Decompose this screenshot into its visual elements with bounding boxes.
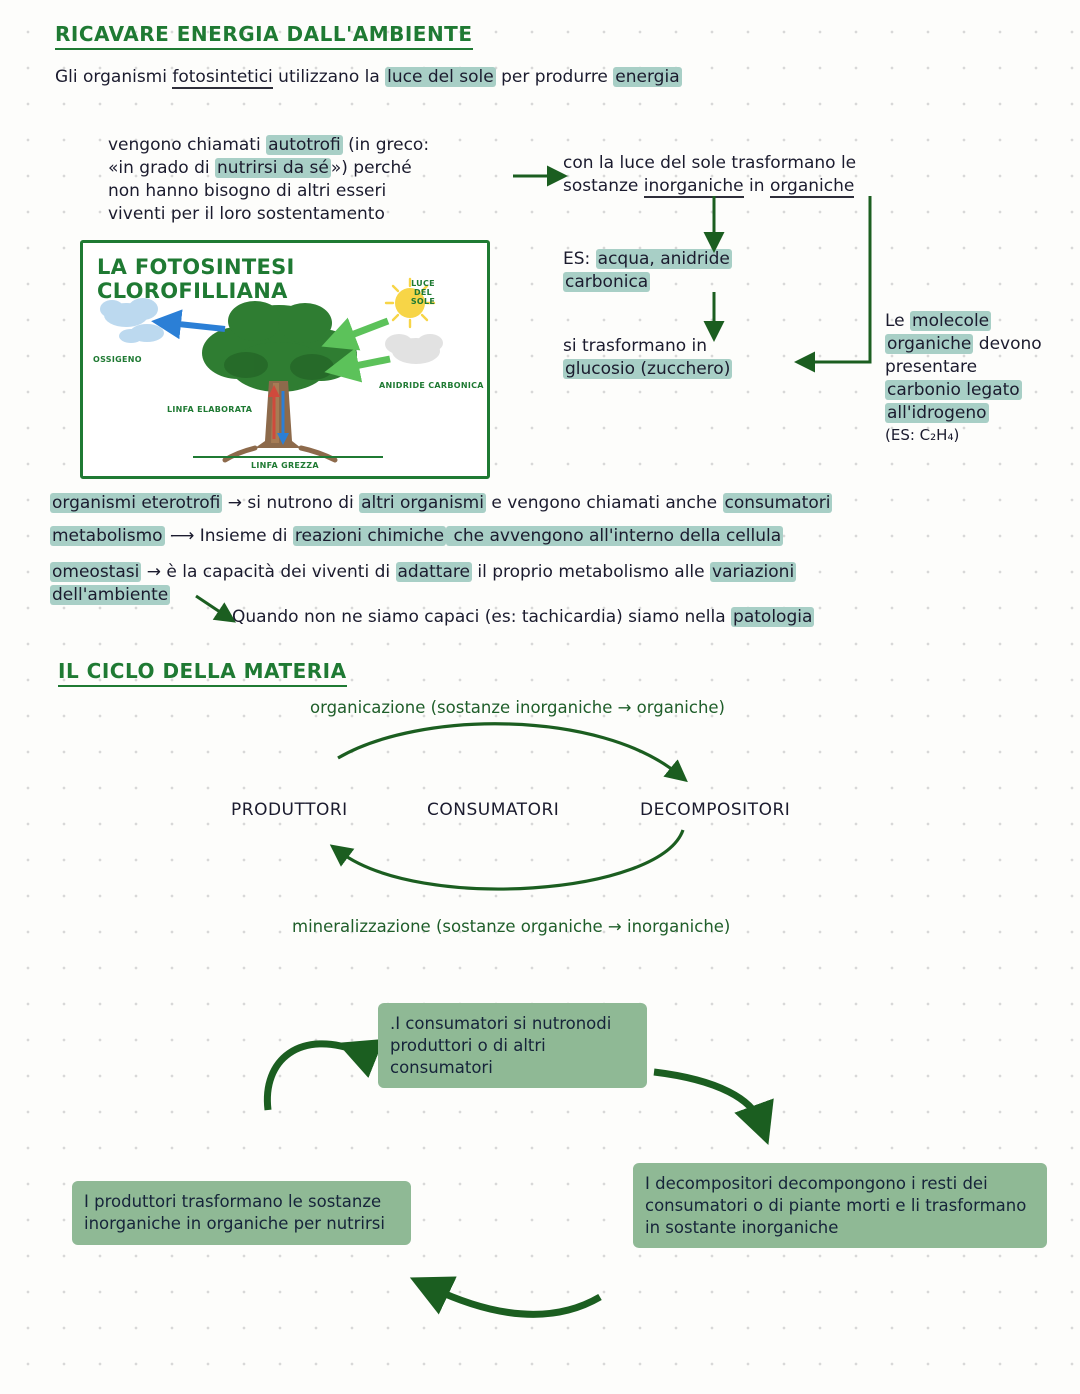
cycle-label-mineralizzazione: mineralizzazione (sostanze organiche → inorganiche) (292, 917, 731, 936)
note-omeostasi-hl-3: dell'ambiente (52, 584, 169, 605)
autotrofi-paragraph (108, 134, 528, 226)
note-eterotrofi-text-1: → si nutrono di (222, 493, 360, 513)
glucosio-line-1: si trasformano in (563, 336, 708, 356)
intro-text-2: utilizzano la (272, 67, 386, 87)
molecole-text-1: Le (885, 311, 911, 331)
cycle-node-produttori: PRODUTTORI (231, 800, 348, 820)
note-metabolismo (50, 525, 1060, 548)
molecole-line-6: (ES: C₂H₄) (885, 425, 960, 444)
molecole-highlight-3: carbonio legato (887, 379, 1020, 400)
tree-root (225, 448, 255, 460)
sun-label: LUCE DEL SOLE (410, 279, 436, 306)
box-consumatori: .I consumatori si nutronodi produttori o di altri consumatori (378, 1003, 647, 1088)
intro-text-1: Gli organismi (55, 67, 173, 87)
page-title: RICAVARE ENERGIA DALL'AMBIENTE (55, 22, 473, 50)
arrow-prod-to-cons (267, 1044, 360, 1110)
luce-line-1: con la luce del sole trasformano le (563, 153, 857, 173)
oxygen-cloud-icon (100, 298, 164, 343)
luce-text-1: sostanze (563, 175, 644, 196)
molecole-line-4 (885, 379, 1075, 402)
note-metabolismo-hl-2: che avvengono all'interno della cellula (448, 526, 782, 546)
molecole-line-3: presentare (885, 356, 978, 377)
arrow-mineralizzazione (340, 830, 683, 889)
co2-cloud-icon (385, 334, 443, 364)
cycle-node-decompositori: DECOMPOSITORI (640, 800, 791, 820)
luce-sole-paragraph (563, 152, 963, 198)
molecole-highlight-4: all'idrogeno (887, 402, 987, 423)
autotrofi-text-1: vengono chiamati (108, 135, 267, 155)
note-metabolismo-term: metabolismo (52, 526, 163, 546)
arrow-organicazione (338, 724, 678, 774)
illustration-caption: LA FOTOSINTESI CLOROFILLIANA (97, 255, 295, 303)
note-eterotrofi-term: organismi eterotrofi (52, 493, 221, 513)
photosynthesis-illustration (80, 240, 490, 479)
note-eterotrofi-hl-2: consumatori (724, 493, 831, 513)
section-title-cycle: IL CICLO DELLA MATERIA (58, 659, 347, 687)
note-omeostasi-line-2 (50, 584, 1060, 607)
arrow-organiche-to-glucosio (806, 196, 870, 362)
esempio-highlight-2: carbonica (565, 271, 649, 292)
autotrofi-text-3: «in grado di (108, 157, 216, 178)
tree-canopy (202, 301, 357, 392)
note-quando (232, 606, 1032, 629)
oxygen-arrow (169, 323, 225, 329)
arrow-cons-to-deco (654, 1072, 760, 1122)
autotrofi-text-2: (in greco: (342, 135, 430, 155)
note-eterotrofi-text-2: e vengono chiamati anche (485, 493, 723, 513)
autotrofi-line-1 (108, 134, 528, 157)
luce-text-2: in (743, 175, 770, 196)
molecole-highlight-2: organiche (887, 333, 972, 354)
esempio-line-2 (563, 271, 793, 294)
molecole-line-5 (885, 402, 1075, 425)
note-metabolismo-hl-1: reazioni chimiche (294, 526, 445, 546)
arrow-deco-to-prod (432, 1288, 600, 1314)
esempio-line-1 (563, 248, 793, 271)
molecole-line-1 (885, 310, 1075, 333)
glucosio-line-2 (563, 358, 793, 381)
molecole-highlight-1: molecole (912, 311, 990, 331)
autotrofi-highlight-nutrirsi: nutrirsi da sé (217, 157, 329, 178)
intro-highlight-luce: luce del sole (387, 67, 494, 87)
note-omeostasi-text-2: il proprio metabolismo alle (471, 562, 711, 582)
note-eterotrofi (50, 492, 1060, 515)
note-quando-text: Quando non ne siamo capaci (es: tachicardia) siamo nella (232, 607, 732, 627)
intro-highlight-energia: energia (615, 67, 680, 87)
glucosio-paragraph (563, 335, 793, 381)
note-omeostasi-term: omeostasi (52, 562, 140, 582)
co2-label: ANIDRIDE CARBONICA (379, 381, 484, 390)
note-quando-hl: patologia (733, 607, 813, 627)
box-decompositori: I decompositori decompongono i resti dei consumatori o di piante morti e li trasformano in sostante inorganiche (633, 1163, 1047, 1248)
box-produttori: I produttori trasformano le sostanze inorganiche in organiche per nutrirsi (72, 1181, 411, 1245)
note-eterotrofi-hl-1: altri organismi (361, 493, 484, 513)
esempio-text-1: ES: (563, 249, 596, 269)
molecole-paragraph (885, 310, 1075, 445)
autotrofi-text-4: ») perché (330, 157, 412, 178)
intro-text-3: per produrre (495, 67, 614, 87)
oxygen-label: OSSIGENO (93, 355, 142, 364)
note-omeostasi (50, 561, 1060, 607)
note-omeostasi-hl-2: variazioni (712, 562, 795, 582)
elaborated-sap-label: LINFA ELABORATA (167, 405, 253, 414)
luce-underline-organiche: organiche (769, 175, 855, 196)
molecole-text-2: devono (973, 333, 1042, 354)
esempio-paragraph (563, 248, 793, 294)
luce-underline-inorganiche: inorganiche (643, 175, 744, 196)
note-omeostasi-hl-1: adattare (397, 562, 470, 582)
autotrofi-line-3: non hanno bisogno di altri esseri (108, 180, 387, 201)
tree-root (301, 448, 335, 460)
glucosio-highlight: glucosio (zucchero) (565, 358, 731, 379)
esempio-highlight-1: acqua, anidride (597, 249, 730, 269)
intro-underlined-fotosintetici: fotosintetici (172, 67, 273, 87)
cycle-label-organicazione: organicazione (sostanze inorganiche → organiche) (310, 698, 725, 717)
luce-line-2 (563, 175, 963, 198)
cycle-node-consumatori: CONSUMATORI (427, 800, 560, 820)
molecole-line-2 (885, 333, 1075, 356)
intro-paragraph (55, 66, 955, 89)
autotrofi-line-4: viventi per il loro sostentamento (108, 203, 385, 224)
autotrofi-line-2 (108, 157, 528, 180)
note-metabolismo-text-1: ⟶ Insieme di (164, 526, 293, 546)
raw-sap-label: LINFA GREZZA (251, 461, 319, 470)
autotrofi-highlight-autotrofi: autotrofi (268, 135, 341, 155)
note-omeostasi-text-1: → è la capacità dei viventi di (141, 562, 396, 582)
